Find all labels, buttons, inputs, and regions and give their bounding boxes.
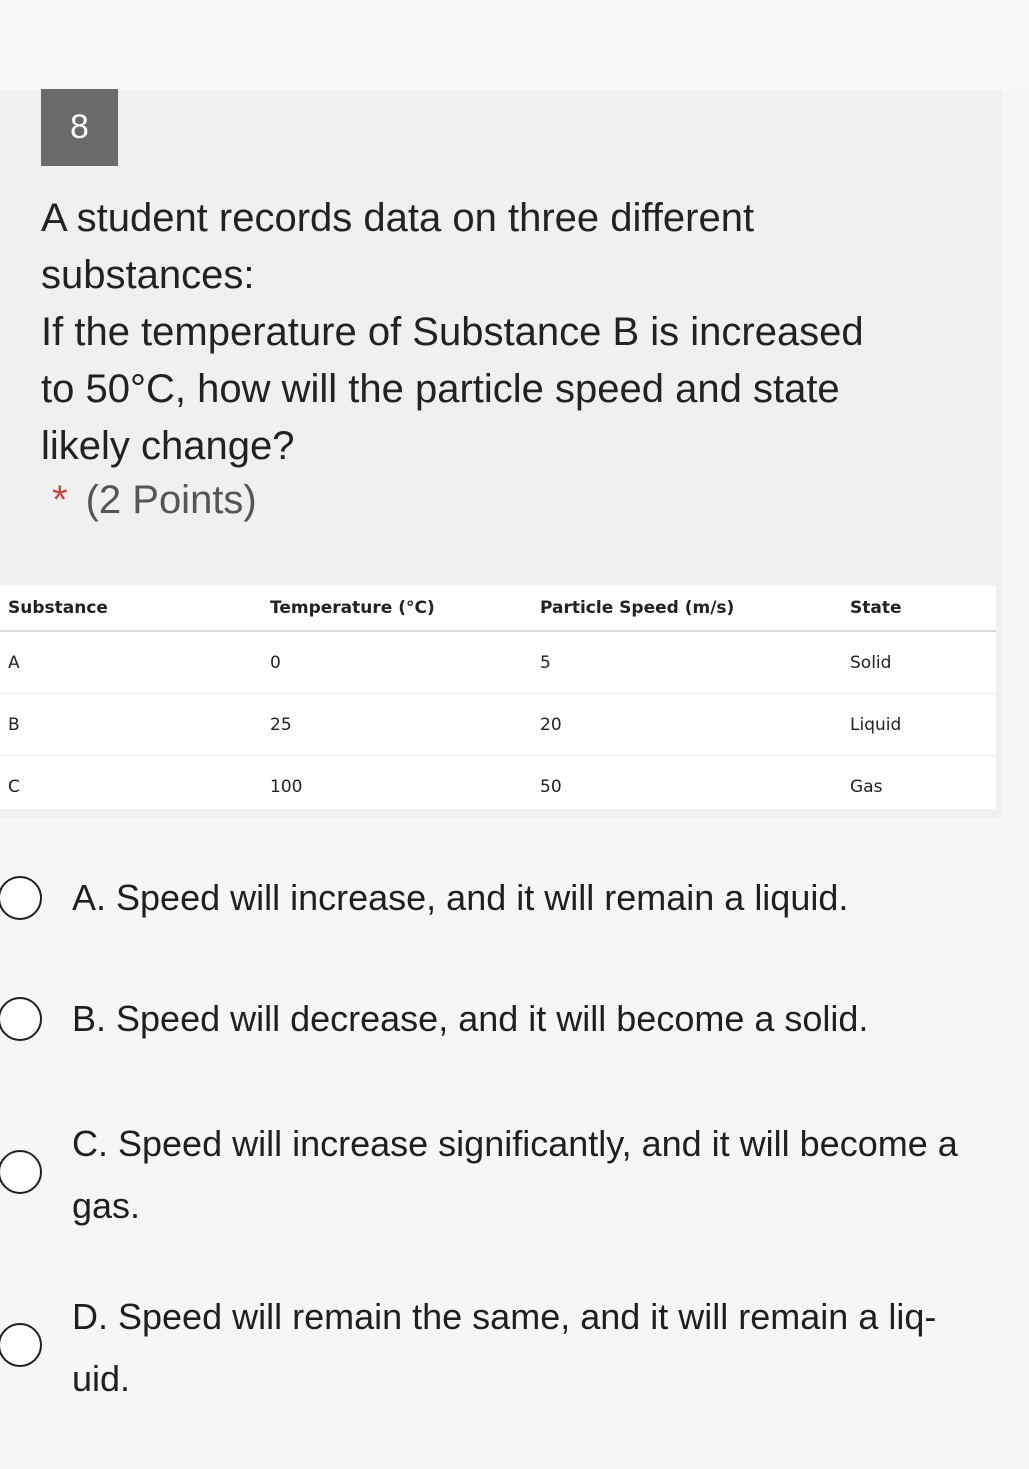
top-background [0, 0, 1029, 90]
question-text-line: If the temperature of Substance B is increased [41, 310, 864, 354]
table-cell: 100 [270, 776, 303, 797]
column-header-state: State [850, 585, 996, 631]
table-row [0, 694, 996, 756]
option-c-label[interactable] [72, 1113, 972, 1237]
column-header-substance: Substance [0, 585, 270, 631]
option-c-label-line: gas. [72, 1185, 141, 1226]
option-d-radio[interactable] [0, 1323, 42, 1367]
table-cell: A [0, 631, 270, 694]
table-row [0, 756, 996, 818]
question-points-line [52, 472, 257, 529]
option-a-label[interactable]: A. Speed will increase, and it will remain a liquid. [72, 877, 849, 918]
required-asterisk-icon: * [52, 478, 68, 522]
table-cell: B [0, 694, 270, 756]
column-header-temperature: Temperature (°C) [270, 585, 540, 631]
option-d-label[interactable] [72, 1286, 972, 1410]
table-cell: Solid [850, 631, 996, 694]
option-d-label-line: uid. [72, 1358, 131, 1399]
table-cell: Liquid [850, 694, 996, 756]
question-points: (2 Points) [85, 478, 257, 522]
data-table [0, 585, 996, 817]
table-cell: 25 [270, 694, 540, 756]
question-text-line: to 50°C, how will the particle speed and state [41, 367, 840, 411]
table-cell: 20 [540, 694, 850, 756]
question-text-line: A student records data on three different [41, 196, 755, 240]
table-cell: 5 [540, 631, 850, 694]
option-d-label-line: D. Speed will remain the same, and it will remain a liq- [72, 1296, 937, 1337]
question-text [41, 190, 971, 475]
column-header-particle-speed: Particle Speed (m/s) [540, 585, 850, 631]
option-b-label[interactable]: B. Speed will decrease, and it will become a solid. [72, 998, 869, 1039]
table-cell: 0 [270, 631, 540, 694]
question-number-badge: 8 [41, 89, 118, 166]
table-cell: C [8, 776, 20, 797]
option-c-radio[interactable] [0, 1150, 42, 1194]
option-c-label-line: C. Speed will increase significantly, and it will become a [72, 1123, 958, 1164]
table-row [0, 631, 996, 694]
substance-data-table [0, 585, 996, 809]
table-cell: Gas [850, 776, 883, 797]
table-cell: 50 [540, 776, 562, 797]
option-b-radio[interactable] [0, 997, 42, 1041]
option-a-radio[interactable] [0, 876, 42, 920]
question-text-line: likely change? [41, 424, 295, 468]
question-text-line: substances: [41, 253, 255, 297]
table-header-row [0, 585, 996, 631]
